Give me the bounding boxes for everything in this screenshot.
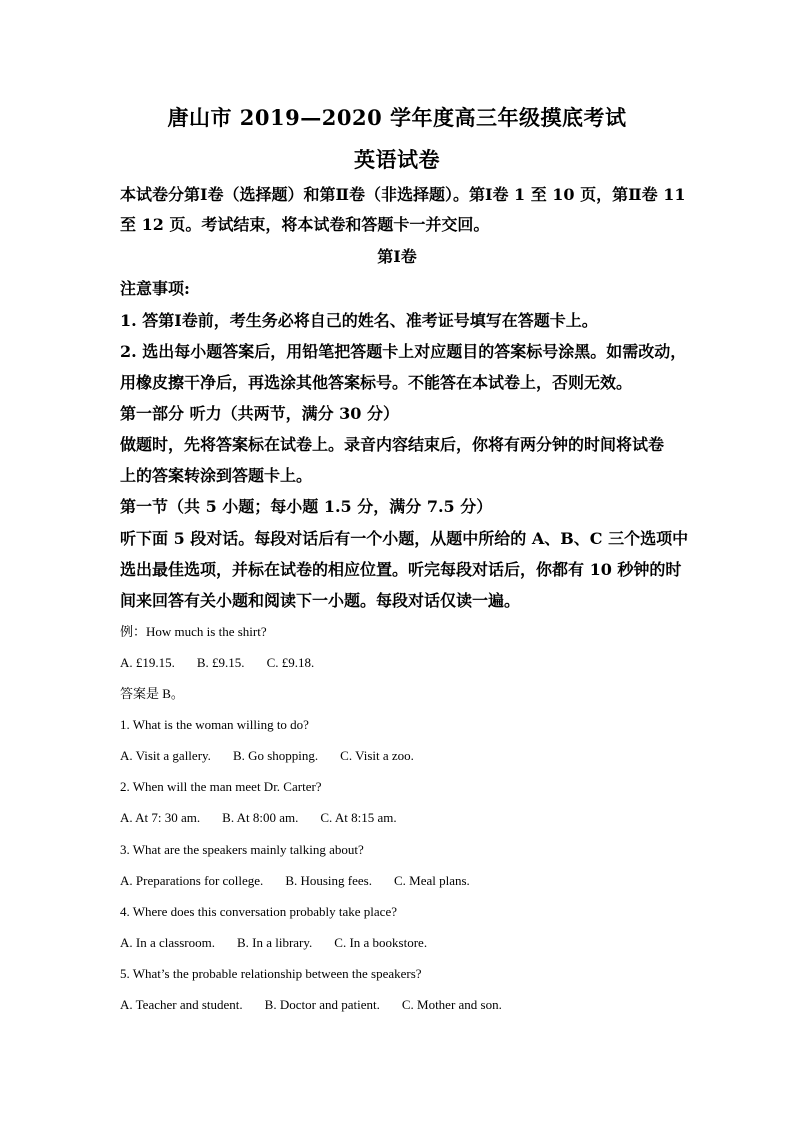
section-instructions: 选出最佳选项，并标在试卷的相应位置。听完每段对话后，你都有 10 秒钟的时 [120,560,682,579]
volume-title: 第Ⅰ卷 [377,247,417,266]
question-options [120,809,680,827]
notes-item: 用橡皮擦干净后，再选涂其他答案标号。不能答在本试卷上，否则无效。 [120,373,633,392]
section-instructions: 间来回答有关小题和阅读下一小题。每段对话仅读一遍。 [120,591,521,610]
option-b: B. £9.15. [196,655,245,670]
question-options [120,872,680,890]
question-options [120,934,680,952]
question-options [120,996,680,1014]
option-a: A. Teacher and student. [120,997,243,1012]
option-a: A. Visit a gallery. [120,748,211,763]
option-c: C. Mother and son. [401,997,502,1012]
section-instructions: 听下面 5 段对话。每段对话后有一个小题，从题中所给的 A、B、C 三个选项中 [120,529,689,548]
intro-line: 至 12 页。考试结束，将本试卷和答题卡一并交回。 [120,215,490,234]
part-instructions: 做题时，先将答案标在试卷上。录音内容结束后，你将有两分钟的时间将试卷 [120,435,665,454]
notes-item: 2. 选出每小题答案后，用铅笔把答题卡上对应题目的答案标号涂黑。如需改动， [120,342,687,361]
question-options [120,747,680,765]
option-b: B. Go shopping. [232,748,319,763]
option-c: C. Meal plans. [393,873,470,888]
part-heading: 第一部分 听力（共两节，满分 30 分） [120,404,399,423]
example-answer: 答案是 B。 [120,686,184,701]
option-b: B. At 8:00 am. [222,810,299,825]
option-a: A. £19.15. [120,655,175,670]
option-b: B. Doctor and patient. [264,997,380,1012]
option-c: C. Visit a zoo. [340,748,414,763]
option-a: A. At 7: 30 am. [120,810,201,825]
example-question: 例：How much is the shirt? [120,624,267,639]
intro-line: 本试卷分第Ⅰ卷（选择题）和第Ⅱ卷（非选择题）。第Ⅰ卷 1 至 10 页，第Ⅱ卷 11 [120,185,686,204]
option-c: C. In a bookstore. [334,935,428,950]
page-title: 唐山市 2019—2020 学年度高三年级摸底考试 [167,105,627,130]
example-options [120,654,680,672]
option-c: C. £9.18. [266,655,315,670]
notes-heading: 注意事项: [120,279,190,298]
question-text: 3. What are the speakers mainly talking about? [120,842,364,857]
section-heading: 第一节（共 5 小题；每小题 1.5 分，满分 7.5 分） [120,497,493,516]
question-text: 1. What is the woman willing to do? [120,717,309,732]
option-a: A. In a classroom. [120,935,215,950]
page-subtitle: 英语试卷 [354,147,440,172]
option-b: B. In a library. [236,935,313,950]
question-text: 4. Where does this conversation probably take place? [120,904,397,919]
option-c: C. At 8:15 am. [320,810,397,825]
option-b: B. Housing fees. [285,873,372,888]
notes-item: 1. 答第Ⅰ卷前，考生务必将自己的姓名、准考证号填写在答题卡上。 [120,311,598,330]
question-text: 5. What’s the probable relationship between the speakers? [120,966,422,981]
option-a: A. Preparations for college. [120,873,264,888]
part-instructions: 上的答案转涂到答题卡上。 [120,466,313,485]
question-text: 2. When will the man meet Dr. Carter? [120,779,322,794]
